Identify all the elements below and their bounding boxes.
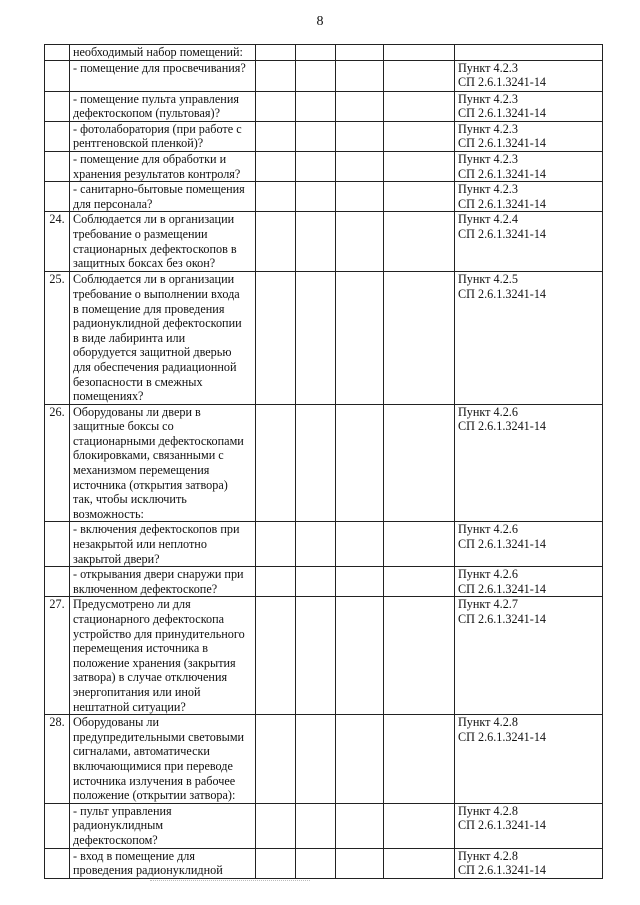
reference-line: Пункт 4.2.6	[458, 567, 518, 582]
answer-cell	[336, 121, 384, 151]
answer-cell	[336, 803, 384, 848]
answer-cell	[336, 522, 384, 567]
reference-line: Пункт 4.2.6	[458, 404, 518, 419]
reference-line: Пункт 4.2.3	[458, 151, 518, 166]
reference-line: СП 2.6.1.3241-14	[458, 537, 547, 552]
question-text	[70, 212, 256, 272]
question-text	[70, 803, 256, 848]
reference-line: СП 2.6.1.3241-14	[458, 612, 547, 626]
reference-line: Пункт 4.2.4	[458, 212, 518, 227]
question-text	[70, 522, 256, 567]
table-row	[45, 272, 603, 404]
reference-line: СП 2.6.1.3241-14	[458, 419, 547, 434]
question-line: хранения результатов контроля?	[73, 166, 241, 181]
reference-line: Пункт 4.2.5	[458, 272, 518, 287]
table-row	[45, 182, 603, 212]
reference-cell	[455, 404, 603, 522]
reference-cell	[455, 272, 603, 404]
answer-cell	[256, 121, 296, 151]
question-line: Соблюдается ли в организации	[73, 272, 235, 287]
reference-line: Пункт 4.2.7	[458, 597, 518, 612]
question-line: предупредительными световыми	[73, 729, 245, 744]
reference-line: СП 2.6.1.3241-14	[458, 226, 547, 241]
row-number	[45, 522, 70, 567]
question-line: блокировками, связанными с	[73, 448, 224, 463]
answer-cell	[384, 91, 455, 121]
answer-cell	[256, 522, 296, 567]
answer-cell	[384, 45, 455, 61]
answer-cell	[384, 182, 455, 212]
answer-cell	[384, 404, 455, 522]
reference-line: Пункт 4.2.3	[458, 91, 518, 106]
table-row	[45, 848, 603, 878]
reference-line: СП 2.6.1.3241-14	[458, 136, 547, 151]
question-line: положение хранения (закрытия	[73, 655, 236, 670]
reference-line: Пункт 4.2.3	[458, 60, 518, 75]
question-line: затвора) в случае отключения	[73, 670, 228, 685]
answer-cell	[256, 404, 296, 522]
answer-cell	[336, 597, 384, 715]
row-number: 24.	[45, 212, 70, 272]
answer-cell	[256, 803, 296, 848]
answer-cell	[256, 567, 296, 597]
question-text	[70, 404, 256, 522]
answer-cell	[384, 212, 455, 272]
question-text	[70, 715, 256, 804]
question-line: - открывания двери снаружи при	[73, 567, 244, 582]
row-number: 27.	[45, 597, 70, 715]
reference-line: СП 2.6.1.3241-14	[458, 75, 547, 90]
answer-cell	[336, 212, 384, 272]
reference-cell	[455, 151, 603, 181]
answer-cell	[384, 60, 455, 91]
question-line: в виде лабиринта или	[73, 330, 186, 345]
question-line: механизмом перемещения	[73, 463, 210, 478]
reference-line: СП 2.6.1.3241-14	[458, 581, 547, 596]
answer-cell	[296, 151, 336, 181]
answer-cell	[296, 60, 336, 91]
answer-cell	[256, 597, 296, 715]
question-line: - вход в помещение для	[73, 848, 195, 863]
question-line: Оборудованы ли двери в	[73, 404, 201, 419]
question-line: безопасности в смежных	[73, 374, 203, 389]
answer-cell	[384, 121, 455, 151]
table-row	[45, 212, 603, 272]
table-row	[45, 151, 603, 181]
question-line: для обеспечения радиационной	[73, 359, 237, 374]
question-line: проведения радионуклидной	[73, 863, 223, 878]
question-line: положение (открытии затвора):	[73, 788, 236, 803]
reference-cell	[455, 182, 603, 212]
question-line: оборудуется защитной дверью	[73, 345, 232, 360]
row-number	[45, 151, 70, 181]
answer-cell	[336, 182, 384, 212]
answer-cell	[256, 848, 296, 878]
question-line: Соблюдается ли в организации	[73, 212, 235, 227]
row-number	[45, 91, 70, 121]
answer-cell	[384, 567, 455, 597]
answer-cell	[336, 91, 384, 121]
row-number	[45, 848, 70, 878]
question-line: незакрытой или неплотно	[73, 537, 207, 552]
reference-line: Пункт 4.2.6	[458, 522, 518, 537]
question-line: нештатной ситуации?	[73, 699, 186, 714]
question-text	[70, 60, 256, 91]
question-line: радионуклидным	[73, 818, 164, 833]
checklist-table	[44, 44, 603, 879]
table-row	[45, 597, 603, 715]
reference-cell	[455, 60, 603, 91]
answer-cell	[256, 91, 296, 121]
answer-cell	[296, 45, 336, 61]
row-number	[45, 803, 70, 848]
answer-cell	[296, 212, 336, 272]
question-line: требование о выполнении входа	[73, 286, 240, 301]
question-text	[70, 151, 256, 181]
question-line: - фотолаборатория (при работе с	[73, 121, 242, 136]
answer-cell	[296, 91, 336, 121]
reference-line: СП 2.6.1.3241-14	[458, 166, 547, 181]
answer-cell	[256, 182, 296, 212]
question-line: стационарных дефектоскопов в	[73, 241, 237, 256]
row-number	[45, 567, 70, 597]
row-number: 26.	[45, 404, 70, 522]
answer-cell	[336, 272, 384, 404]
reference-line: СП 2.6.1.3241-14	[458, 818, 547, 833]
row-number	[45, 121, 70, 151]
answer-cell	[384, 522, 455, 567]
question-line: стационарного дефектоскопа	[73, 612, 225, 626]
question-line: дефектоскопом?	[73, 832, 158, 847]
row-number	[45, 60, 70, 91]
reference-cell	[455, 803, 603, 848]
answer-cell	[384, 715, 455, 804]
question-text	[70, 182, 256, 212]
answer-cell	[336, 848, 384, 878]
answer-cell	[384, 848, 455, 878]
reference-cell	[455, 567, 603, 597]
question-text	[70, 848, 256, 878]
table-row	[45, 45, 603, 61]
reference-cell	[455, 715, 603, 804]
reference-line: СП 2.6.1.3241-14	[458, 196, 547, 211]
reference-line: Пункт 4.2.3	[458, 182, 518, 197]
row-number: 28.	[45, 715, 70, 804]
answer-cell	[384, 151, 455, 181]
answer-cell	[256, 45, 296, 61]
question-line: защитные боксы со	[73, 419, 174, 434]
question-line: защитных боксах без окон?	[73, 256, 216, 271]
table-row	[45, 404, 603, 522]
table-row	[45, 60, 603, 91]
table-row	[45, 522, 603, 567]
reference-cell	[455, 522, 603, 567]
question-text	[70, 45, 256, 61]
question-line: требование о размещении	[73, 226, 208, 241]
question-line: закрытой двери?	[73, 551, 160, 566]
table-row	[45, 803, 603, 848]
answer-cell	[256, 151, 296, 181]
question-text	[70, 567, 256, 597]
question-line: энергопитания или иной	[73, 684, 201, 699]
answer-cell	[256, 212, 296, 272]
table-row	[45, 567, 603, 597]
page-number: 8	[316, 14, 324, 29]
reference-cell	[455, 848, 603, 878]
answer-cell	[296, 121, 336, 151]
reference-cell	[455, 91, 603, 121]
reference-line: Пункт 4.2.8	[458, 848, 518, 863]
reference-line: СП 2.6.1.3241-14	[458, 286, 547, 301]
table-row	[45, 715, 603, 804]
question-line: - пульт управления	[73, 803, 172, 818]
question-line: Предусмотрено ли для	[73, 597, 191, 612]
reference-cell	[455, 597, 603, 715]
answer-cell	[384, 272, 455, 404]
question-line: - помещение пульта управления	[73, 91, 239, 106]
reference-line: Пункт 4.2.8	[458, 715, 518, 730]
answer-cell	[336, 567, 384, 597]
reference-line: Пункт 4.2.3	[458, 121, 518, 136]
answer-cell	[336, 404, 384, 522]
answer-cell	[296, 567, 336, 597]
question-line: для персонала?	[73, 196, 153, 211]
question-text	[70, 121, 256, 151]
question-line: дефектоскопом (пультовая)?	[73, 106, 220, 121]
question-line: - включения дефектоскопов при	[73, 522, 240, 537]
question-line: - помещение для просвечивания?	[73, 60, 246, 75]
question-line: помещениях?	[73, 389, 144, 404]
table-row	[45, 121, 603, 151]
answer-cell	[296, 404, 336, 522]
answer-cell	[296, 597, 336, 715]
answer-cell	[336, 151, 384, 181]
answer-cell	[256, 272, 296, 404]
question-line: - помещение для обработки и	[73, 151, 227, 166]
question-line: в помещение для проведения	[73, 301, 225, 316]
question-line: источника излучения в рабочее	[73, 773, 236, 788]
answer-cell	[384, 803, 455, 848]
reference-line: СП 2.6.1.3241-14	[458, 106, 547, 121]
question-line: стационарными дефектоскопами	[73, 433, 244, 448]
answer-cell	[296, 522, 336, 567]
question-line: рентгеновской пленкой)?	[73, 136, 204, 151]
question-line: радионуклидной дефектоскопии	[73, 316, 242, 331]
row-number	[45, 45, 70, 61]
question-text	[70, 272, 256, 404]
question-line: включенном дефектоскопе?	[73, 581, 218, 596]
scan-artifact-line	[150, 880, 310, 882]
question-line: перемещения источника в	[73, 641, 209, 656]
question-line: Оборудованы ли	[73, 715, 160, 730]
answer-cell	[296, 848, 336, 878]
answer-cell	[296, 272, 336, 404]
answer-cell	[384, 597, 455, 715]
answer-cell	[336, 715, 384, 804]
question-line: возможность:	[73, 506, 144, 521]
answer-cell	[336, 45, 384, 61]
question-line: сигналами, автоматически	[73, 744, 210, 759]
row-number	[45, 182, 70, 212]
reference-cell	[455, 45, 603, 61]
question-line: включающимися при переводе	[73, 758, 233, 773]
answer-cell	[256, 60, 296, 91]
question-line: так, чтобы исключить	[73, 492, 187, 507]
row-number: 25.	[45, 272, 70, 404]
question-text	[70, 91, 256, 121]
question-line: источника (открытия затвора)	[73, 477, 228, 492]
answer-cell	[296, 715, 336, 804]
answer-cell	[296, 182, 336, 212]
answer-cell	[256, 715, 296, 804]
question-text	[70, 597, 256, 715]
reference-cell	[455, 212, 603, 272]
answer-cell	[336, 60, 384, 91]
reference-cell	[455, 121, 603, 151]
question-line: необходимый набор помещений:	[73, 45, 243, 59]
answer-cell	[296, 803, 336, 848]
reference-line: СП 2.6.1.3241-14	[458, 863, 547, 878]
question-line: устройство для принудительного	[73, 626, 245, 641]
table-row	[45, 91, 603, 121]
question-line: - санитарно-бытовые помещения	[73, 182, 245, 197]
reference-line: Пункт 4.2.8	[458, 803, 518, 818]
reference-line: СП 2.6.1.3241-14	[458, 729, 547, 744]
